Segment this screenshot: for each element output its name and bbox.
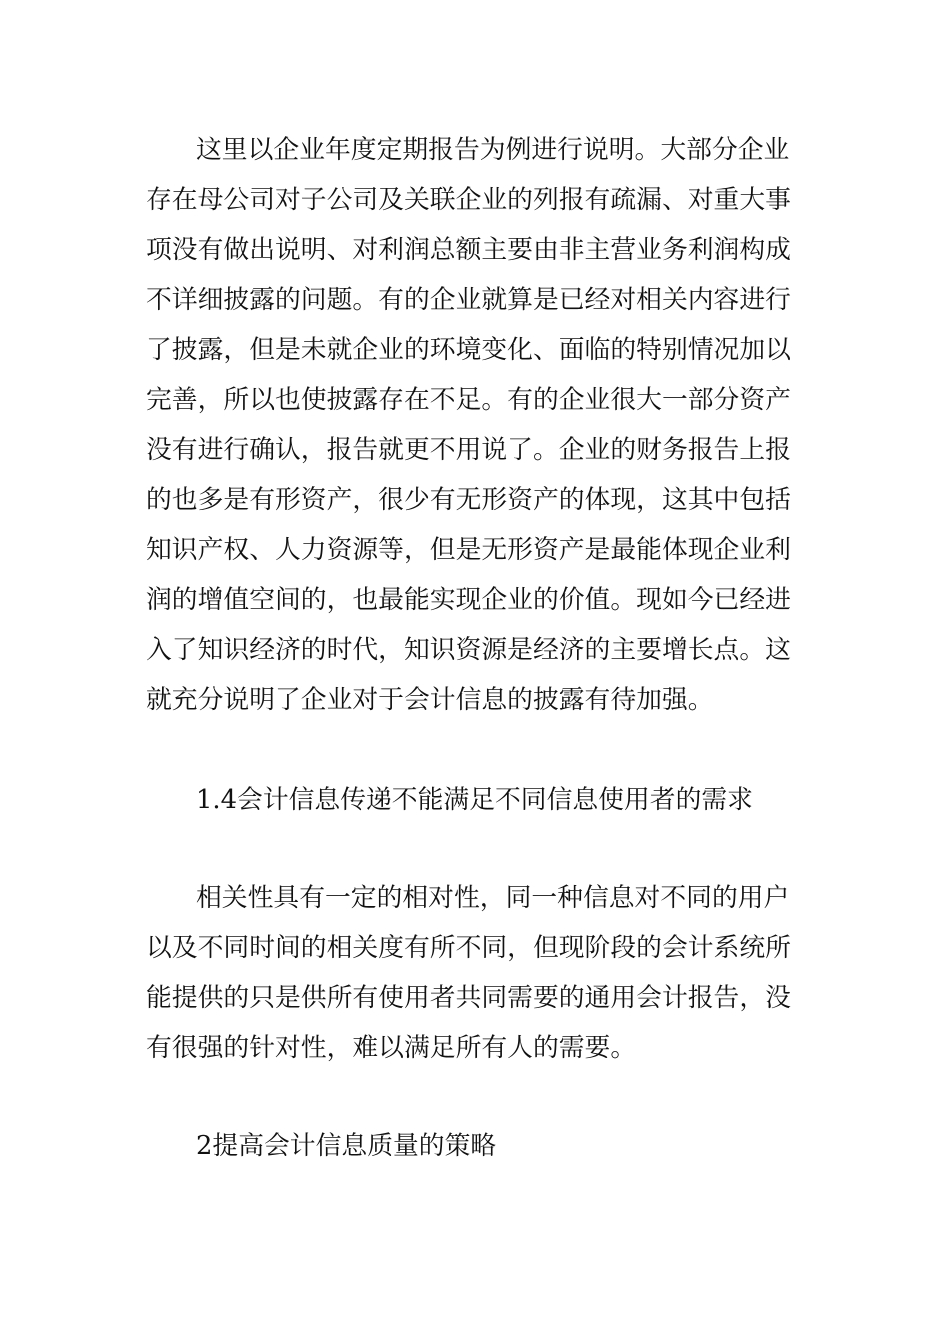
- section-heading-2: 2提高会计信息质量的策略: [196, 1131, 497, 1161]
- paragraph-line: 了披露，但是未就企业的环境变化、面临的特别情况加以: [146, 335, 791, 365]
- paragraph-line: 以及不同时间的相关度有所不同，但现阶段的会计系统所: [146, 933, 791, 963]
- paragraph-line: 存在母公司对子公司及关联企业的列报有疏漏、对重大事: [146, 185, 791, 215]
- paragraph-line: 相关性具有一定的相对性，同一种信息对不同的用户: [196, 883, 790, 913]
- paragraph-line: 这里以企业年度定期报告为例进行说明。大部分企业: [196, 135, 790, 165]
- paragraph-line: 知识产权、人力资源等，但是无形资产是最能体现企业利: [146, 535, 791, 565]
- paragraph-line: 就充分说明了企业对于会计信息的披露有待加强。: [146, 685, 714, 715]
- paragraph-line: 的也多是有形资产，很少有无形资产的体现，这其中包括: [146, 485, 791, 515]
- paragraph-line: 能提供的只是供所有使用者共同需要的通用会计报告，没: [146, 983, 791, 1013]
- section-heading-1-4: 1.4会计信息传递不能满足不同信息使用者的需求: [196, 785, 753, 815]
- paragraph-line: 润的增值空间的，也最能实现企业的价值。现如今已经进: [146, 585, 791, 615]
- paragraph-line: 有很强的针对性，难以满足所有人的需要。: [146, 1033, 637, 1063]
- paragraph-line: 不详细披露的问题。有的企业就算是已经对相关内容进行: [146, 285, 791, 315]
- paragraph-line: 没有进行确认，报告就更不用说了。企业的财务报告上报: [146, 435, 791, 465]
- paragraph-line: 完善，所以也使披露存在不足。有的企业很大一部分资产: [146, 385, 791, 415]
- paragraph-line: 项没有做出说明、对利润总额主要由非主营业务利润构成: [146, 235, 791, 265]
- paragraph-line: 入了知识经济的时代，知识资源是经济的主要增长点。这: [146, 635, 791, 665]
